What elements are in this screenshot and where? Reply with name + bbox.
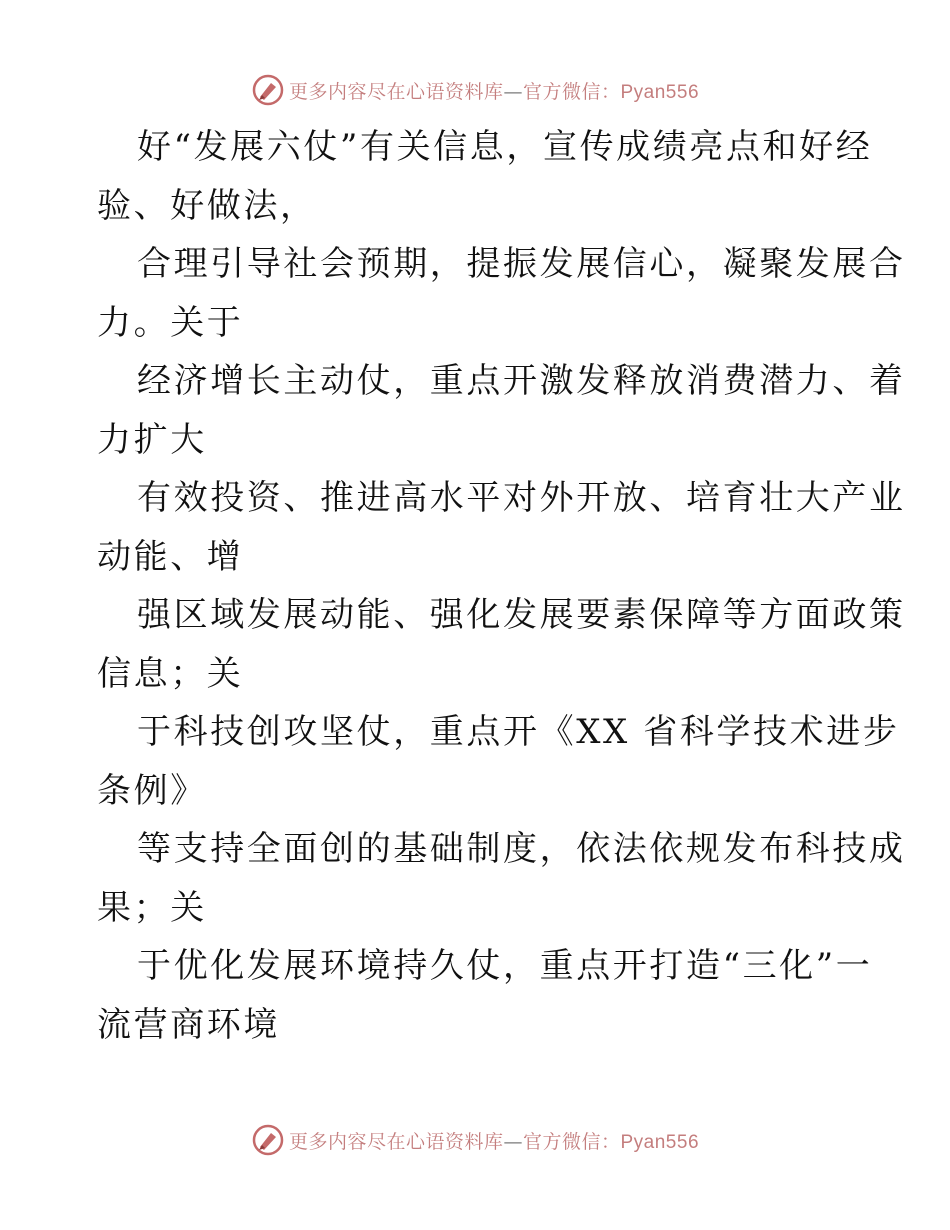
header-watermark — [0, 72, 950, 108]
body-line: 动能、增 — [97, 536, 244, 577]
body-line: 力扩大 — [97, 419, 207, 460]
body-line: 信息；关 — [97, 653, 244, 694]
watermark-text — [289, 1127, 699, 1154]
watermark-suffix: 官方微信： — [522, 1130, 621, 1153]
body-line: 合理引导社会预期，提振发展信心，凝聚发展合 — [137, 244, 906, 284]
body-line: 经济增长主动仗，重点开激发释放消费潜力、着 — [137, 361, 906, 401]
watermark-text — [289, 77, 699, 104]
watermark-dash: — — [503, 1130, 523, 1153]
body-line: 于优化发展环境持久仗，重点开打造“三化”一 — [137, 946, 873, 986]
body-line: 力。关于 — [97, 302, 244, 343]
pen-nib-logo-icon — [251, 73, 285, 107]
body-line: 流营商环境 — [97, 1004, 280, 1045]
body-line: 条例》 — [97, 770, 207, 811]
watermark-prefix: 更多内容尽在心语资料库 — [288, 1130, 504, 1153]
pen-nib-logo-icon — [251, 1123, 285, 1157]
watermark-account: Pyan556 — [620, 1131, 700, 1153]
body-line: 有效投资、推进高水平对外开放、培育壮大产业 — [137, 478, 906, 518]
body-line: 于科技创攻坚仗，重点开《XX 省科学技术进步 — [137, 712, 900, 752]
document-body — [97, 118, 906, 1054]
body-line: 好“发展六仗”有关信息，宣传成绩亮点和好经 — [137, 127, 873, 167]
body-line: 等支持全面创的基础制度，依法依规发布科技成 — [137, 829, 906, 869]
footer-watermark — [0, 1122, 950, 1158]
watermark-account: Pyan556 — [620, 81, 700, 103]
body-line: 验、好做法， — [97, 185, 317, 226]
watermark-suffix: 官方微信： — [522, 80, 621, 103]
watermark-dash: — — [503, 80, 523, 103]
body-line: 果；关 — [97, 887, 207, 928]
watermark-prefix: 更多内容尽在心语资料库 — [288, 80, 504, 103]
body-line: 强区域发展动能、强化发展要素保障等方面政策 — [137, 595, 906, 635]
